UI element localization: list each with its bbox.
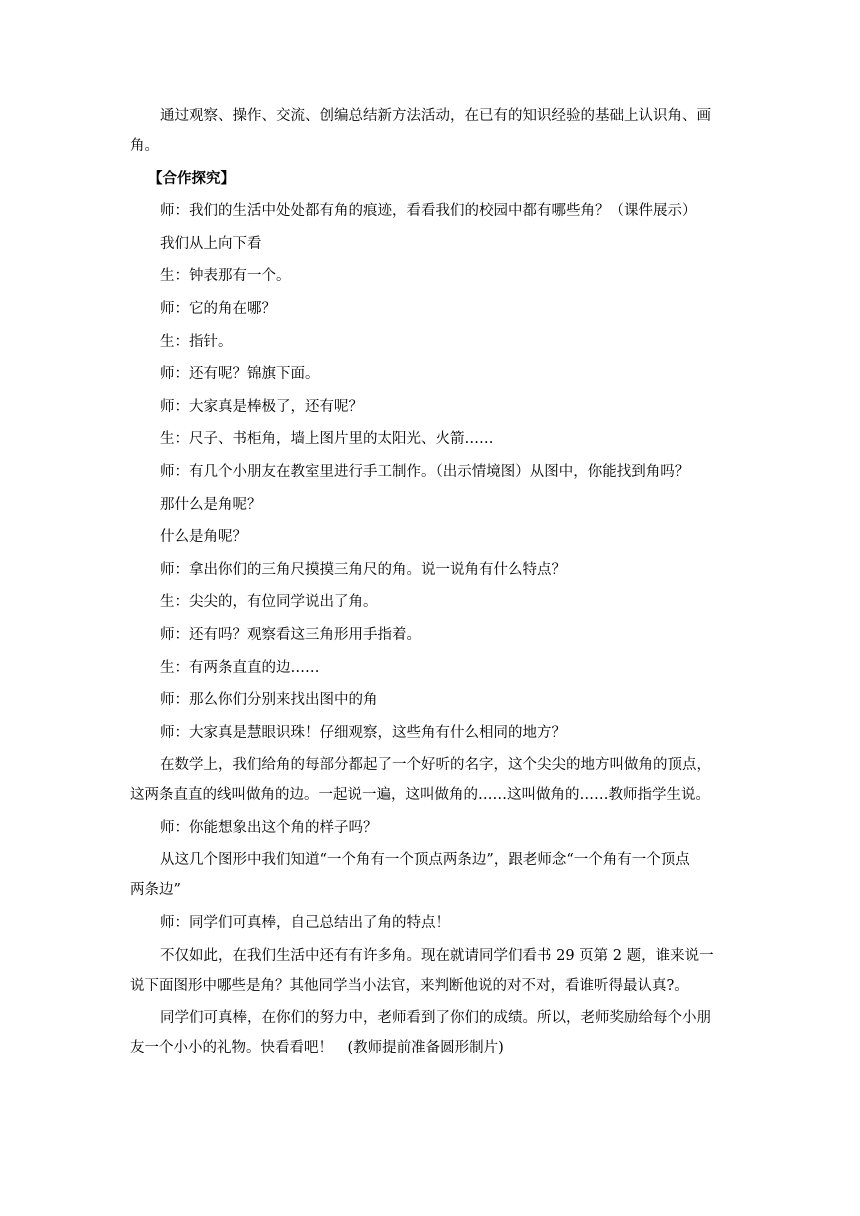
dialogue-line: 生：尖尖的，有位同学说出了角。: [160, 594, 378, 611]
dialogue-line: 师：拿出你们的三角尺摸摸三角尺的角。说一说角有什么特点？: [160, 561, 566, 578]
intro-text-line-2: 角。: [130, 138, 159, 154]
dialogue-line: 师：它的角在哪？: [160, 300, 276, 317]
dialogue-line: 师：还有吗？观察看这三角形用手指着。: [160, 626, 421, 643]
book-paragraph-line-2: 说下面图形中哪些是角？其他同学当小法官，来判断他说的对不对，看谁听得最认真?。: [130, 977, 689, 994]
book-paragraph-line-1: 不仅如此，在我们生活中还有有许多角。现在就请同学们看书 29 页第 2 题，谁来说一: [160, 947, 714, 964]
document-body: [130, 107, 730, 1072]
dialogue-line: 那什么是角呢？: [160, 496, 262, 513]
naming-paragraph-line-1: 在数学上，我们给角的每部分都起了一个好听的名字，这个尖尖的地方叫做角的顶点，: [160, 757, 711, 774]
dialogue-line: 师：大家真是慧眼识珠！仔细观察，这些角有什么相同的地方？: [160, 724, 566, 741]
dialogue-line: 生：尺子、书柜角，墙上图片里的太阳光、火箭……: [160, 431, 494, 448]
section-heading: 【合作探究】: [148, 170, 235, 187]
gift-paragraph-line-2: 友一个小小的礼物。快看看吧！ (教师提前准备圆形制片): [130, 1040, 504, 1057]
dialogue-line: 生：钟表那有一个。: [160, 268, 291, 285]
dialogue-line: 师：同学们可真棒，自己总结出了角的特点！: [160, 915, 450, 932]
intro-text-line-1: 通过观察、操作、交流、创编总结新方法活动，在已有的知识经验的基础上认识角、画: [160, 108, 711, 124]
dialogue-line: 师：还有呢？锦旗下面。: [160, 366, 320, 383]
dialogue-line: 什么是角呢？: [160, 529, 247, 546]
dialogue-line: 师：有几个小朋友在教室里进行手工制作。（出示情境图）从图中，你能找到角吗？: [160, 463, 690, 480]
summary-paragraph-line-1: 从这几个图形中我们知道“一个角有一个顶点两条边”，跟老师念“一个角有一个顶点: [160, 852, 690, 869]
summary-paragraph-line-2: 两条边”: [130, 882, 181, 899]
gift-paragraph-line-1: 同学们可真棒，在你们的努力中，老师看到了你们的成绩。所以，老师奖励给每个小朋: [160, 1010, 711, 1027]
dialogue-line: 生：有两条直直的边……: [160, 659, 320, 676]
dialogue-line: 师：大家真是棒极了，还有呢？: [160, 398, 363, 415]
dialogue-line: 师：你能想象出这个角的样子吗？: [160, 819, 378, 836]
dialogue-line: 生：指针。: [160, 333, 233, 350]
dialogue-line: 师：我们的生活中处处都有角的痕迹，看看我们的校园中都有哪些角？（课件展示）: [160, 203, 697, 220]
naming-paragraph-line-2: 这两条直直的线叫做角的边。一起说一遍，这叫做角的……这叫做角的……教师指学生说。: [130, 787, 710, 804]
dialogue-line: 我们从上向下看: [160, 235, 262, 252]
dialogue-line: 师：那么你们分别来找出图中的角: [160, 692, 378, 709]
